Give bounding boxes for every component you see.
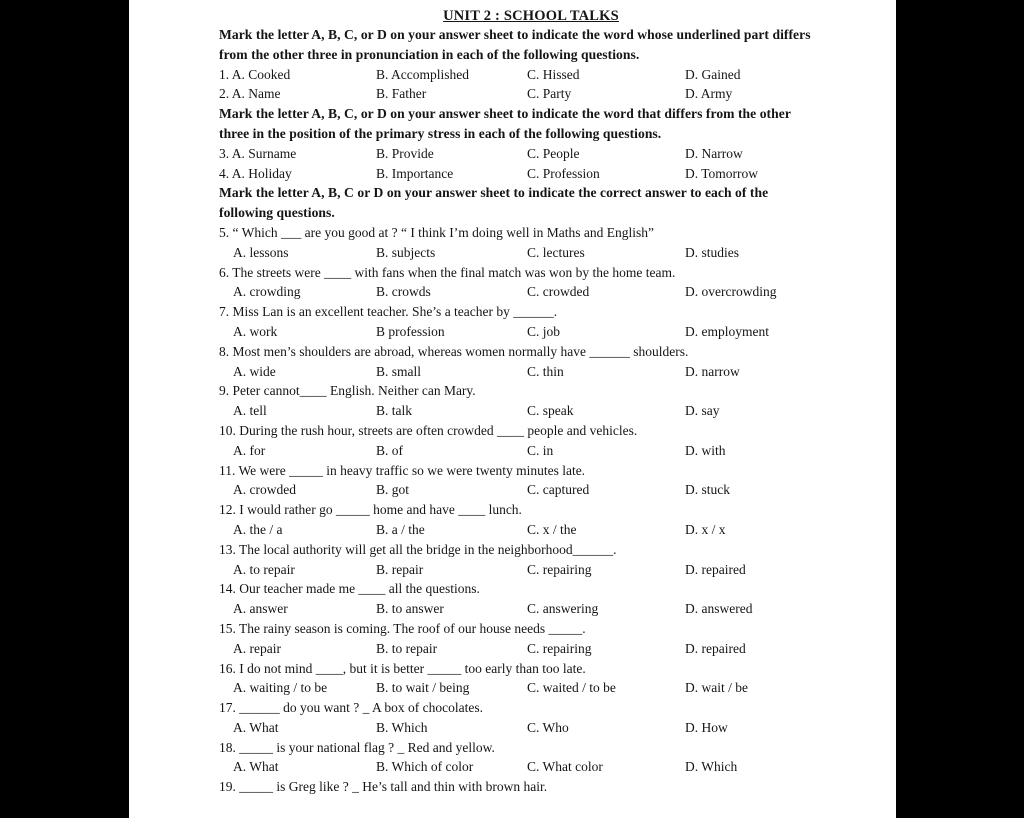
question-number: 7. (219, 304, 230, 320)
answer-option-d: D. repaired (685, 640, 746, 656)
question-text: ______ do you want ? _ A box of chocolates. (239, 700, 483, 716)
question-stem (219, 698, 819, 718)
options-row (219, 757, 819, 777)
question-text: The local authority will get all the bridge in the neighborhood______. (239, 541, 617, 557)
answer-option-a: A. to repair (233, 561, 295, 577)
worksheet-content (219, 7, 819, 797)
answer-option-a: A. answer (233, 601, 288, 617)
answer-option-d: D. Narrow (685, 145, 743, 161)
answer-option-d: D. How (685, 719, 728, 735)
answer-option-a (219, 84, 281, 104)
question-number: 10. (219, 422, 236, 438)
question-stem (219, 659, 819, 679)
document-page (129, 0, 896, 818)
question-text: We were _____ in heavy traffic so we were twenty minutes late. (238, 462, 586, 478)
question-text: The rainy season is coming. The roof of our house needs _____. (239, 620, 586, 636)
answer-option-c: C. repairing (527, 640, 592, 656)
answer-option-c: C. lectures (527, 244, 585, 260)
answer-option-c: C. Profession (527, 165, 600, 181)
options-row (219, 243, 819, 263)
answer-option-d: D. Which (685, 759, 738, 775)
answer-option-c: C. Who (527, 719, 569, 735)
question-text: “ Which ___ are you good at ? “ I think I’m doing well in Maths and English” (232, 224, 655, 240)
options-row (219, 480, 819, 500)
question-stem (219, 619, 819, 639)
options-row (219, 164, 819, 184)
answer-option-a (219, 164, 292, 184)
answer-option-b: B. to repair (376, 640, 438, 656)
answer-option-c: C. crowded (527, 284, 590, 300)
question-text: Peter cannot____ English. Neither can Mary. (232, 383, 476, 399)
answer-option-c: C. x / the (527, 521, 577, 537)
answer-option-c: C. thin (527, 363, 564, 379)
options-row (219, 599, 819, 619)
answer-option-c: C. repairing (527, 561, 592, 577)
question-stem (219, 579, 819, 599)
answer-option-d: D. employment (685, 323, 769, 339)
question-text: _____ is Greg like ? _ He’s tall and thin with brown hair. (239, 779, 548, 795)
worksheet-title: UNIT 2 : SCHOOL TALKS (443, 8, 619, 24)
answer-option-d: D. Army (685, 86, 733, 102)
question-stem (219, 263, 819, 283)
answer-option-a: A. What (233, 759, 279, 775)
question-text: I would rather go _____ home and have ____ lunch. (239, 502, 522, 518)
options-row (219, 678, 819, 698)
option-text: A. Cooked (231, 66, 291, 82)
answer-option-c: C. in (527, 442, 554, 458)
question-text: Miss Lan is an excellent teacher. She’s a teacher by ______. (232, 304, 558, 320)
answer-option-a (219, 144, 296, 164)
question-number: 5. (219, 224, 230, 240)
answer-option-b: B profession (376, 323, 445, 339)
answer-option-a: A. What (233, 719, 279, 735)
question-number: 18. (219, 739, 236, 755)
question-stem (219, 302, 819, 322)
answer-option-b: B. crowds (376, 284, 431, 300)
question-stem (219, 381, 819, 401)
answer-option-b: B. to wait / being (376, 680, 470, 696)
question-number: 13. (219, 541, 236, 557)
question-number: 15. (219, 620, 236, 636)
answer-option-b: B. a / the (376, 521, 425, 537)
question-number: 17. (219, 700, 236, 716)
answer-option-d: D. repaired (685, 561, 746, 577)
question-stem (219, 223, 819, 243)
answer-option-c: C. job (527, 323, 561, 339)
question-number: 1. (219, 66, 230, 82)
answer-option-b: B. Father (376, 86, 427, 102)
section-instruction: Mark the letter A, B, C or D on your answer sheet to indicate the correct answer to each of the following questions. (219, 185, 769, 221)
answer-option-a: A. repair (233, 640, 281, 656)
question-number: 3. (219, 145, 230, 161)
answer-option-a: A. the / a (233, 521, 283, 537)
answer-option-b: B. Provide (376, 145, 434, 161)
question-number: 16. (219, 660, 236, 676)
question-text: I do not mind ____, but it is better _____ too early than too late. (239, 660, 586, 676)
options-row (219, 520, 819, 540)
question-text: The streets were ____ with fans when the final match was won by the home team. (232, 264, 676, 280)
question-number: 6. (219, 264, 230, 280)
answer-option-d: D. narrow (685, 363, 740, 379)
question-text: Our teacher made me ____ all the questions. (239, 581, 480, 597)
answer-option-a: A. work (233, 323, 278, 339)
answer-option-a: A. crowded (233, 482, 296, 498)
options-row (219, 441, 819, 461)
question-stem (219, 421, 819, 441)
answer-option-a: A. lessons (233, 244, 289, 260)
options-row (219, 144, 819, 164)
options-row (219, 84, 819, 104)
question-number: 14. (219, 581, 236, 597)
options-row (219, 65, 819, 85)
answer-option-b: B. to answer (376, 601, 444, 617)
answer-option-d: D. say (685, 403, 720, 419)
answer-option-b: B. got (376, 482, 410, 498)
question-stem (219, 738, 819, 758)
answer-option-d: D. stuck (685, 482, 730, 498)
answer-option-b: B. repair (376, 561, 424, 577)
question-text: _____ is your national flag ? _ Red and yellow. (239, 739, 495, 755)
options-row (219, 322, 819, 342)
answer-option-d: D. studies (685, 244, 739, 260)
answer-option-a (219, 65, 290, 85)
answer-option-d: D. answered (685, 601, 753, 617)
question-number: 4. (219, 165, 230, 181)
answer-option-c: C. Hissed (527, 66, 580, 82)
answer-option-c: C. What color (527, 759, 603, 775)
option-text: A. Name (231, 86, 281, 102)
section-instruction: Mark the letter A, B, C, or D on your answer sheet to indicate the word whose underlined part differs from the other three in pronunciation in each of the following questions. (219, 27, 811, 62)
options-row (219, 560, 819, 580)
question-stem (219, 540, 819, 560)
option-text: A. Surname (231, 145, 297, 161)
question-stem (219, 777, 819, 797)
answer-option-b: B. of (376, 442, 403, 458)
section-instruction: Mark the letter A, B, C, or D on your answer sheet to indicate the word that differs from the other three in the position of the primary stress in each of the following questions. (219, 106, 791, 141)
answer-option-a: A. crowding (233, 284, 301, 300)
answer-option-c: C. waited / to be (527, 680, 616, 696)
answer-option-b: B. small (376, 363, 422, 379)
question-stem (219, 461, 819, 481)
options-row (219, 401, 819, 421)
answer-option-d: D. Gained (685, 66, 741, 82)
question-number: 12. (219, 502, 236, 518)
options-row (219, 639, 819, 659)
question-number: 19. (219, 779, 236, 795)
question-stem (219, 500, 819, 520)
answer-option-b: B. subjects (376, 244, 436, 260)
answer-option-d: D. with (685, 442, 726, 458)
answer-option-b: B. Which (376, 719, 428, 735)
answer-option-d: D. overcrowding (685, 284, 777, 300)
question-number: 2. (219, 86, 230, 102)
answer-option-b: B. Importance (376, 165, 454, 181)
answer-option-a: A. wide (233, 363, 276, 379)
answer-option-a: A. for (233, 442, 266, 458)
answer-option-d: D. wait / be (685, 680, 748, 696)
answer-option-c: C. Party (527, 86, 572, 102)
answer-option-d: D. x / x (685, 521, 726, 537)
options-row (219, 362, 819, 382)
question-number: 8. (219, 343, 230, 359)
answer-option-b: B. talk (376, 403, 412, 419)
answer-option-c: C. captured (527, 482, 590, 498)
answer-option-b: B. Accomplished (376, 66, 469, 82)
question-number: 9. (219, 383, 230, 399)
options-row (219, 282, 819, 302)
answer-option-b: B. Which of color (376, 759, 474, 775)
option-text: A. Holiday (231, 165, 292, 181)
answer-option-d: D. Tomorrow (685, 165, 759, 181)
answer-option-c: C. speak (527, 403, 574, 419)
question-text: During the rush hour, streets are often crowded ____ people and vehicles. (239, 422, 638, 438)
question-stem (219, 342, 819, 362)
answer-option-c: C. answering (527, 601, 599, 617)
options-row (219, 718, 819, 738)
answer-option-a: A. tell (233, 403, 267, 419)
question-number: 11. (219, 462, 236, 478)
question-text: Most men’s shoulders are abroad, whereas women normally have ______ shoulders. (232, 343, 689, 359)
answer-option-c: C. People (527, 145, 580, 161)
answer-option-a: A. waiting / to be (233, 680, 328, 696)
